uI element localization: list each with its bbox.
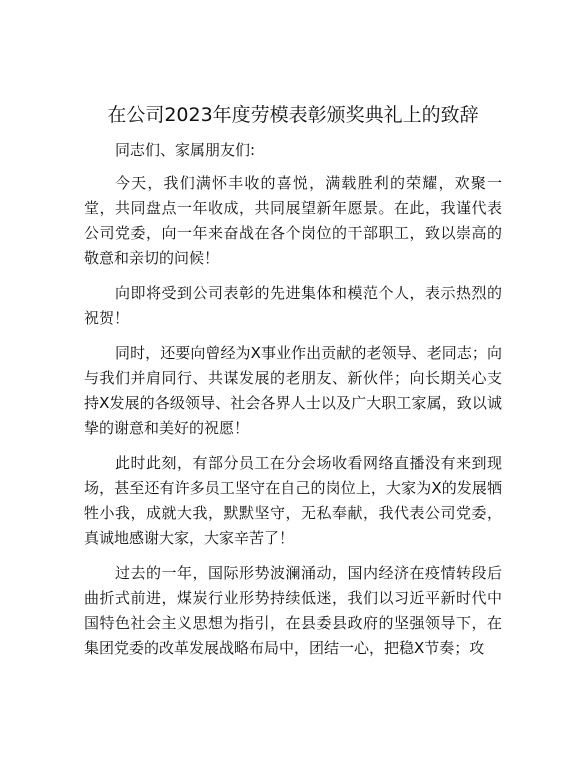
paragraph-2: 向即将受到公司表彰的先进集体和模范个人，表示热烈的祝贺！ xyxy=(84,284,502,327)
paragraph-4: 此时此刻，有部分员工在分会场收看网络直播没有来到现场，甚至还有许多员工坚守在自己的岗位上，大家为X的发展牺牲小我，成就大我，默默坚守，无私奉献，我代表公司党委，真诚地感谢大家，大家辛苦了！ xyxy=(84,454,502,547)
paragraph-1: 今天，我们满怀丰收的喜悦，满载胜利的荣耀，欢聚一堂，共同盘点一年收成，共同展望新年愿景。在此，我谨代表公司党委，向一年来奋战在各个岗位的干部职工，致以崇高的敬意和亲切的问候！ xyxy=(84,174,502,267)
greeting-paragraph: 同志们、家属朋友们: xyxy=(115,141,256,159)
document-body xyxy=(84,138,502,671)
paragraph-5: 过去的一年，国际形势波澜涌动，国内经济在疫情转段后曲折式前进，煤炭行业形势持续低迷，我们以习近平新时代中国特色社会主义思想为指引，在县委县政府的坚强领导下，在集团党委的改革发展战略布局中，团结一心，把稳X节奏；攻 xyxy=(84,564,502,657)
document-title: 在公司2023年度劳模表彰颁奖典礼上的致辞 xyxy=(107,104,479,126)
paragraph-3: 同时，还要向曾经为X事业作出贡献的老领导、老同志；向与我们并肩同行、共谋发展的老朋友、新伙伴；向长期关心支持X发展的各级领导、社会各界人士以及广大职工家属，致以诚挚的谢意和美好的祝愿！ xyxy=(84,344,502,437)
